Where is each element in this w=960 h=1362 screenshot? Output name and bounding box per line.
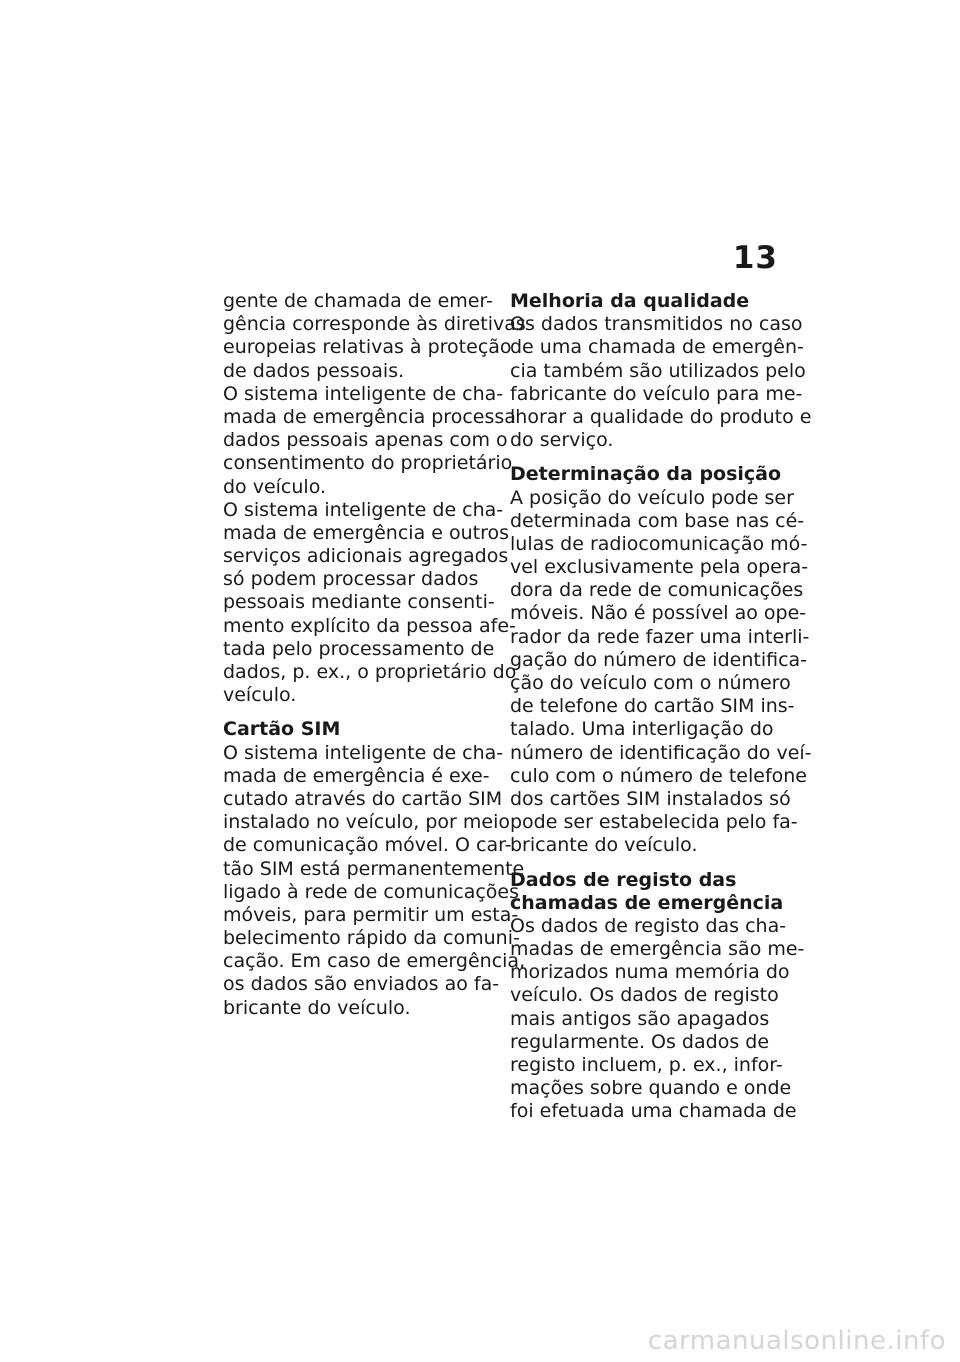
text-line: número de identificação do veí- xyxy=(510,741,812,764)
text-line: mada de emergência é exe- xyxy=(223,764,490,787)
section-emergency-records xyxy=(510,868,805,1124)
text-line: do serviço. xyxy=(510,429,614,452)
text-line: os dados são enviados ao fa- xyxy=(223,973,500,996)
text-line: gação do número de identifica- xyxy=(510,648,808,671)
text-line: vel exclusivamente pela opera- xyxy=(510,556,809,579)
right-column xyxy=(510,290,812,1124)
text-line: dos cartões SIM instalados só xyxy=(510,787,791,810)
text-line: pessoais mediante consenti- xyxy=(223,591,495,614)
page-number: 13 xyxy=(732,240,778,276)
text-line: lhorar a qualidade do produto e xyxy=(510,405,812,428)
paragraph-additional-services xyxy=(223,498,517,708)
section-heading: Cartão SIM xyxy=(223,718,341,741)
text-line: determinada com base nas cé- xyxy=(510,509,805,532)
text-line: O sistema inteligente de cha- xyxy=(223,382,504,405)
text-line: de uma chamada de emergên- xyxy=(510,336,804,359)
section-heading: Dados de registo das xyxy=(510,868,737,891)
text-line: tada pelo processamento de xyxy=(223,637,495,660)
text-line: móveis. Não é possível ao ope- xyxy=(510,602,807,625)
text-line: instalado no veículo, por meio xyxy=(223,811,510,834)
text-line: móveis, para permitir um esta- xyxy=(223,903,519,926)
text-line: pode ser estabelecida pelo fa- xyxy=(510,811,798,834)
text-line: do veículo. xyxy=(223,475,327,498)
text-line: serviços adicionais agregados xyxy=(223,545,509,568)
text-line: dora da rede de comunicações xyxy=(510,579,804,602)
text-line: mento explícito da pessoa afe- xyxy=(223,614,516,637)
spacer xyxy=(510,858,785,869)
section-heading: chamadas de emergência xyxy=(510,891,784,914)
section-heading: Determinação da posição xyxy=(510,463,782,486)
text-line: mada de emergência processa xyxy=(223,405,516,428)
text-line: talado. Uma interligação do xyxy=(510,718,774,741)
text-line: Os dados de registo das cha- xyxy=(510,914,787,937)
text-line: gência corresponde às diretivas xyxy=(223,313,526,336)
section-position xyxy=(510,463,812,857)
text-line: A posição do veículo pode ser xyxy=(510,486,794,509)
text-line: ção do veículo com o número xyxy=(510,672,791,694)
text-line: veículo. Os dados de registo xyxy=(510,984,779,1007)
text-line: europeias relativas à proteção xyxy=(223,336,512,359)
text-line: dados pessoais apenas com o xyxy=(223,429,508,452)
text-line: consentimento do proprietário xyxy=(223,452,513,475)
text-line: mais antigos são apagados xyxy=(510,1007,770,1030)
paragraph-continued xyxy=(223,290,526,383)
text-line: foi efetuada uma chamada de xyxy=(510,1100,797,1123)
text-line: cação. Em caso de emergência, xyxy=(223,950,526,973)
text-line: bricante do veículo. xyxy=(223,996,411,1019)
text-line: só podem processar dados xyxy=(223,568,479,591)
text-line: de dados pessoais. xyxy=(223,359,405,382)
watermark: carmanualsonline.info xyxy=(647,1326,946,1356)
text-line: O sistema inteligente de cha- xyxy=(223,741,504,764)
text-line: de comunicação móvel. O car- xyxy=(223,834,512,857)
text-line: cia também são utilizados pelo xyxy=(510,359,806,382)
text-line: fabricante do veículo para me- xyxy=(510,382,803,405)
text-line: madas de emergência são me- xyxy=(510,938,805,961)
spacer xyxy=(223,707,493,718)
section-heading: Melhoria da qualidade xyxy=(510,290,750,312)
section-quality xyxy=(510,290,812,452)
text-line: culo com o número de telefone xyxy=(510,764,807,787)
text-line: mada de emergência e outros xyxy=(223,521,510,544)
text-line: Os dados transmitidos no caso xyxy=(510,313,803,336)
text-line: de telefone do cartão SIM ins- xyxy=(510,695,795,718)
text-line: ligado à rede de comunicações xyxy=(223,880,520,903)
section-sim-card xyxy=(223,718,526,1019)
text-line: registo incluem, p. ex., infor- xyxy=(510,1054,783,1076)
text-line: lulas de radiocomunicação mó- xyxy=(510,532,808,555)
text-line: morizados numa memória do xyxy=(510,961,790,984)
text-line: dados, p. ex., o proprietário do xyxy=(223,661,517,683)
text-line: bricante do veículo. xyxy=(510,834,698,857)
left-column xyxy=(223,290,526,1020)
text-line: regularmente. Os dados de xyxy=(510,1030,770,1053)
text-line: cutado através do cartão SIM xyxy=(223,787,503,810)
text-line: gente de chamada de emer- xyxy=(223,290,493,312)
paragraph-consent xyxy=(223,382,516,499)
text-line: belecimento rápido da comuni- xyxy=(223,927,520,950)
text-line: veículo. xyxy=(223,684,297,707)
text-line: mações sobre quando e onde xyxy=(510,1077,792,1100)
text-line: rador da rede fazer uma interli- xyxy=(510,625,810,648)
text-line: tão SIM está permanentemente xyxy=(223,857,525,880)
text-line: O sistema inteligente de cha- xyxy=(223,498,504,521)
spacer xyxy=(510,452,785,463)
